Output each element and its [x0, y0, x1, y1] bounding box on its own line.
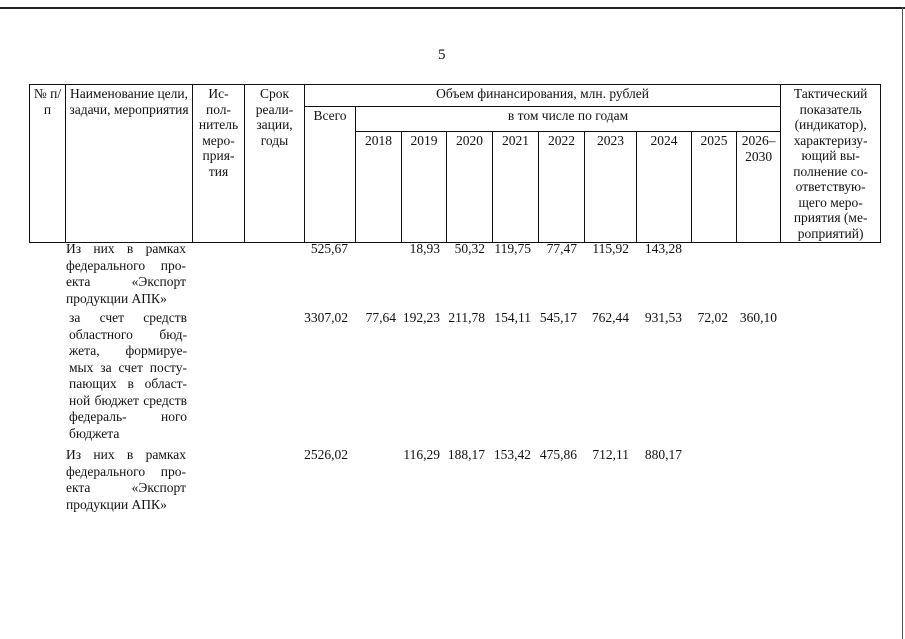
- row-value-2022: 545,17: [539, 310, 577, 325]
- header-year: 2022: [539, 132, 585, 243]
- header-funding: Объем финансирования, млн. рублей: [305, 85, 781, 107]
- row-value-2025: 72,02: [697, 310, 728, 325]
- page-border-right: [902, 7, 903, 639]
- header-indicator: Тактический показатель (индикатор), характеризу- ющий вы- полнение со- ответствую- щего меро- приятия (ме- роприятий): [781, 85, 881, 243]
- funding-table-header: [29, 84, 881, 243]
- row-value-2024: 880,17: [644, 447, 682, 462]
- header-name: Наименование цели, задачи, мероприятия: [66, 85, 193, 243]
- row-value-2023: 115,92: [592, 241, 629, 256]
- row-total: 525,67: [310, 241, 348, 256]
- row-value-2026-2030: 360,10: [739, 310, 777, 325]
- row-value-2022: 475,86: [539, 447, 577, 462]
- header-year: 2026– 2030: [737, 132, 781, 243]
- row-value-2024: 143,28: [644, 241, 682, 256]
- row-value-2021: 154,11: [494, 310, 531, 325]
- row-value-2020: 211,78: [448, 310, 485, 325]
- header-year: 2019: [402, 132, 447, 243]
- row-value-2019: 192,23: [402, 310, 440, 325]
- row-value-2023: 712,11: [592, 447, 629, 462]
- page-number: 5: [438, 47, 446, 63]
- header-year: 2020: [447, 132, 493, 243]
- header-by-years: в том числе по годам: [356, 107, 781, 132]
- header-year: 2025: [692, 132, 737, 243]
- header-term: Срок реали- зации, годы: [245, 85, 305, 243]
- row-value-2024: 931,53: [644, 310, 682, 325]
- header-year: 2018: [356, 132, 402, 243]
- row-value-2022: 77,47: [546, 241, 577, 256]
- row-value-2019: 18,93: [409, 241, 440, 256]
- row-description: Из них в рамках федерального про- екта «Экспорт продукции АПК»: [66, 241, 186, 306]
- header-year: 2021: [493, 132, 539, 243]
- header-year: 2024: [637, 132, 692, 243]
- row-description: за счет средств областного бюд- жета, формируе- мых за счет посту- пающих в област- ной бюджет средств федераль- ного бюджета: [69, 310, 187, 441]
- row-value-2021: 119,75: [494, 241, 531, 256]
- row-total: 2526,02: [304, 447, 348, 462]
- row-total: 3307,02: [304, 310, 348, 325]
- row-value-2019: 116,29: [403, 447, 440, 462]
- header-total: Всего: [305, 107, 356, 243]
- row-description: Из них в рамках федерального про- екта «Экспорт продукции АПК»: [66, 447, 186, 512]
- row-value-2020: 50,32: [454, 241, 485, 256]
- row-value-2020: 188,17: [447, 447, 485, 462]
- header-executor: Ис- пол- нитель меро- прия- тия: [193, 85, 245, 243]
- header-year: 2023: [585, 132, 637, 243]
- row-value-2023: 762,44: [591, 310, 629, 325]
- row-value-2018: 77,64: [365, 310, 396, 325]
- header-num: № п/п: [30, 85, 66, 243]
- row-value-2021: 153,42: [493, 447, 531, 462]
- page-border-top: [0, 7, 905, 9]
